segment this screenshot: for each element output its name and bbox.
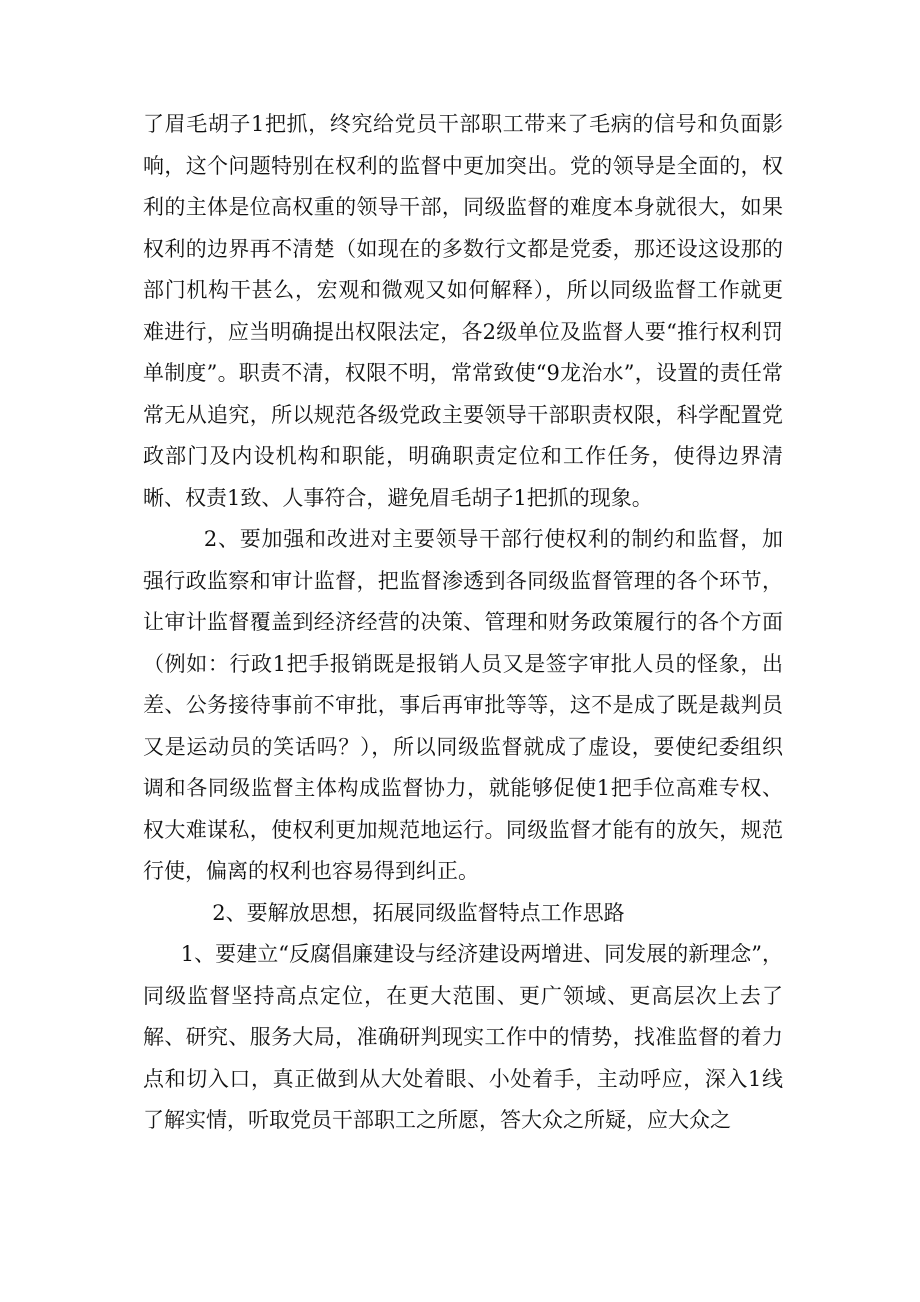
section-heading-2: 2、要解放思想，拓展同级监督特点工作思路 — [212, 900, 625, 925]
paragraph-item-2-supervision: 2、要加强和改进对主要领导干部行使权利的制约和监督，加强行政监察和审计监督，把监督渗透到各同级监督管理的各个环节，让审计监督覆盖到经济经营的决策、管理和财务政策履行的各个方面（例如：行政1把手报销既是报销人员又是签字审批人员的怪象，出差、公务接待事前不审批，事后再审批等等，这不是成了既是裁判员又是运动员的笑话吗？），所以同级监督就成了虚设，要使纪委组织调和各同级监督主体构成监督协力，就能够促使1把手位高难专权、权大难谋私，使权利更加规范地运行。同级监督才能有的放矢，规范行使，偏离的权利也容易得到纠正。 — [143, 527, 783, 883]
paragraph-continuation: 了眉毛胡子1把抓，终究给党员干部职工带来了毛病的信号和负面影响，这个问题特别在权利的监督中更加突出。党的领导是全面的，权利的主体是位高权重的领导干部，同级监督的难度本身就很大，如果权利的边界再不清楚（如现在的多数行文都是党委，那还设这设那的部门机构干甚么，宏观和微观又如何解释），所以同级监督工作就更难进行，应当明确提出权限法定，各2级单位及监督人要“推行权利罚单制度”。职责不清，权限不明，常常致使“9龙治水”，设置的责任常常无从追究，所以规范各级党政主要领导干部职责权限，科学配置党政部门及内设机构和职能，明确职责定位和工作任务，使得边界清晰、权责1致、人事符合，避免眉毛胡子1把抓的现象。 — [143, 112, 783, 510]
document-body — [143, 104, 783, 1142]
paragraph-item-1-concept: 1、要建立“反腐倡廉建设与经济建设两增进、同发展的新理念”，同级监督坚持高点定位，在更大范围、更广领域、更高层次上去了解、研究、服务大局，准确研判现实工作中的情势，找准监督的着力点和切入口，真正做到从大处着眼、小处着手，主动呼应，深入1线了解实情，听取党员干部职工之所愿，答大众之所疑，应大众之 — [143, 942, 783, 1132]
